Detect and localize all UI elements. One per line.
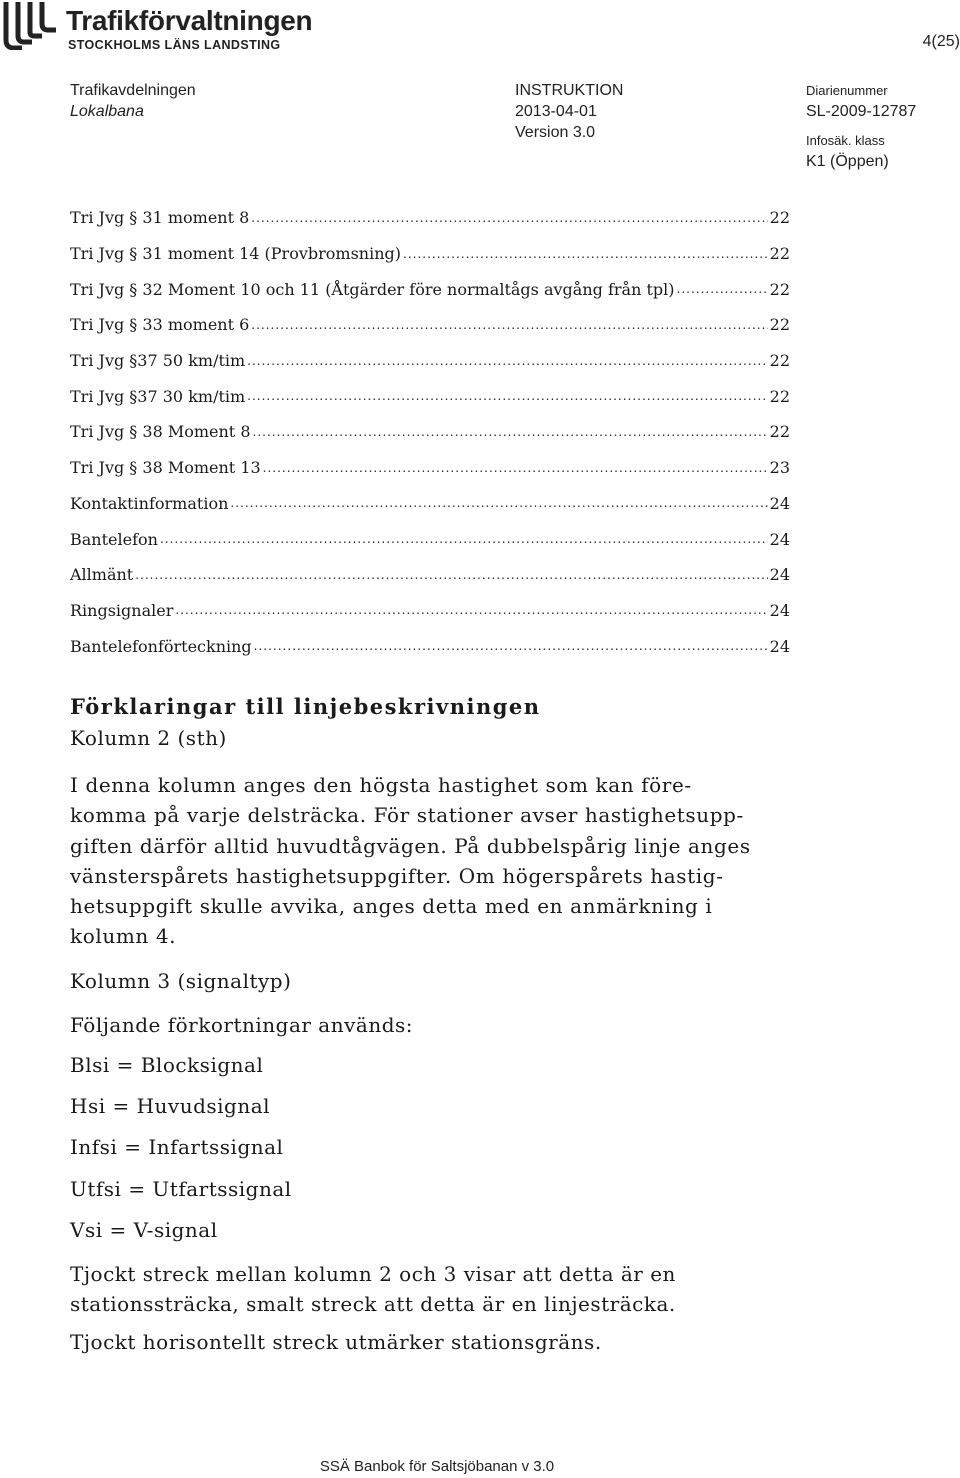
paragraph-line: stationssträcka, smalt streck att detta är en linjesträcka.	[70, 1292, 676, 1317]
toc-leader	[160, 530, 768, 548]
toc-entry[interactable]	[70, 343, 790, 379]
toc-entry-title: Tri Jvg § 38 Moment 8	[70, 422, 251, 442]
header-document-block	[515, 80, 623, 143]
toc-entry-page: 24	[769, 600, 790, 620]
diary-number: SL-2009-12787	[806, 103, 917, 120]
toc-entry-page: 22	[769, 208, 790, 228]
paragraph-line: kolumn 4.	[70, 924, 177, 949]
abbreviation-item: Blsi = Blocksignal	[70, 1053, 264, 1077]
page-number: 4(25)	[922, 33, 960, 50]
logo-name: Trafikförvaltningen	[66, 5, 313, 36]
toc-leader	[403, 245, 768, 263]
toc-entry-page: 24	[769, 493, 790, 513]
toc-entry[interactable]	[70, 307, 790, 343]
header-department-block	[70, 80, 196, 122]
toc-entry-page: 22	[769, 351, 790, 371]
toc-entry[interactable]	[70, 200, 790, 236]
toc-entry-page: 22	[769, 386, 790, 406]
toc-leader	[230, 494, 767, 512]
paragraph-line: komma på varje delsträcka. För stationer avser hastighetsupp-	[70, 803, 744, 828]
department: Trafikavdelningen	[70, 82, 196, 99]
toc-entry-title: Bantelefon	[70, 529, 158, 549]
toc-entry-title: Tri Jvg § 38 Moment 13	[70, 458, 261, 478]
section-heading: Förklaringar till linjebeskrivningen	[70, 694, 541, 719]
toc-entry-page: 22	[769, 279, 790, 299]
document-version: Version 3.0	[515, 124, 596, 141]
paragraph-line: hetsuppgift skulle avvika, anges detta med en anmärkning i	[70, 894, 713, 919]
toc-entry-title: Kontaktinformation	[70, 493, 229, 513]
paragraph-line: I denna kolumn anges den högsta hastighet som kan före-	[70, 773, 692, 797]
table-of-contents	[70, 200, 790, 664]
paragraph-line: vänsterspårets hastighetsuppgifter. Om högerspårets hastig-	[70, 863, 724, 888]
toc-leader	[251, 209, 767, 227]
footer-text: SSÄ Banbok för Saltsjöbanan v 3.0	[319, 1458, 555, 1475]
toc-leader	[247, 352, 767, 370]
toc-leader	[135, 566, 767, 584]
toc-entry-page: 22	[769, 244, 790, 264]
abbreviation-item: Utfsi = Utfartssignal	[70, 1177, 292, 1201]
infosak-label: Infosäk. klass	[806, 133, 885, 148]
toc-entry-title: Tri Jvg §37 30 km/tim	[70, 386, 246, 406]
toc-entry[interactable]	[70, 378, 790, 414]
toc-leader	[253, 423, 768, 441]
abbreviation-item: Hsi = Huvudsignal	[70, 1094, 271, 1118]
page-footer	[0, 1458, 960, 1475]
column-2-description	[70, 770, 820, 952]
logo-subtitle: STOCKHOLMS LÄNS LANDSTING	[68, 38, 281, 52]
column-2-title: Kolumn 2 (sth)	[70, 726, 227, 750]
toc-entry-title: Allmänt	[70, 565, 134, 585]
toc-entry[interactable]	[70, 450, 790, 486]
abbreviations-intro: Följande förkortningar används:	[70, 1013, 413, 1037]
station-boundary-note: Tjockt horisontellt streck utmärker stationsgräns.	[70, 1330, 602, 1354]
toc-entry-title: Tri Jvg § 31 moment 8	[70, 208, 250, 228]
toc-entry-title: Tri Jvg § 33 moment 6	[70, 315, 250, 335]
paragraph-line: giften därför alltid huvudtågvägen. På dubbelspårig linje anges	[70, 833, 751, 858]
toc-leader	[251, 316, 767, 334]
diary-label: Diarienummer	[806, 83, 888, 98]
toc-entry[interactable]	[70, 236, 790, 272]
document-type: INSTRUKTION	[515, 82, 624, 99]
toc-entry-title: Tri Jvg § 32 Moment 10 och 11 (Åtgärder före normaltågs avgång från tpl)	[70, 279, 675, 299]
toc-entry[interactable]	[70, 486, 790, 522]
infosak-value: K1 (Öppen)	[806, 153, 889, 170]
toc-entry[interactable]	[70, 414, 790, 450]
toc-leader	[254, 637, 768, 655]
toc-entry-page: 24	[769, 565, 790, 585]
toc-entry-title: Tri Jvg §37 50 km/tim	[70, 351, 246, 371]
toc-entry-title: Bantelefonförteckning	[70, 636, 252, 656]
toc-entry-page: 23	[769, 458, 790, 478]
toc-entry-page: 22	[769, 422, 790, 442]
toc-leader	[677, 280, 768, 298]
header-registry-block	[806, 80, 916, 172]
toc-entry-title: Tri Jvg § 31 moment 14 (Provbromsning)	[70, 244, 401, 264]
document-date: 2013-04-01	[515, 103, 597, 120]
toc-entry-page: 22	[769, 315, 790, 335]
toc-entry[interactable]	[70, 593, 790, 629]
toc-entry[interactable]	[70, 521, 790, 557]
line-thickness-note	[70, 1259, 676, 1320]
toc-leader	[247, 387, 767, 405]
toc-entry-page: 24	[769, 636, 790, 656]
column-3-title: Kolumn 3 (signaltyp)	[70, 969, 292, 993]
logo-mark-icon	[2, 2, 60, 50]
toc-entry[interactable]	[70, 271, 790, 307]
paragraph-line: Tjockt streck mellan kolumn 2 och 3 visar att detta är en	[70, 1262, 676, 1286]
unit: Lokalbana	[70, 103, 144, 120]
toc-entry-title: Ringsignaler	[70, 600, 174, 620]
toc-entry[interactable]	[70, 557, 790, 593]
toc-entry[interactable]	[70, 628, 790, 664]
toc-entry-page: 24	[769, 529, 790, 549]
toc-leader	[263, 459, 768, 477]
toc-leader	[175, 601, 767, 619]
abbreviation-item: Vsi = V-signal	[70, 1218, 218, 1242]
abbreviation-item: Infsi = Infartssignal	[70, 1135, 284, 1159]
